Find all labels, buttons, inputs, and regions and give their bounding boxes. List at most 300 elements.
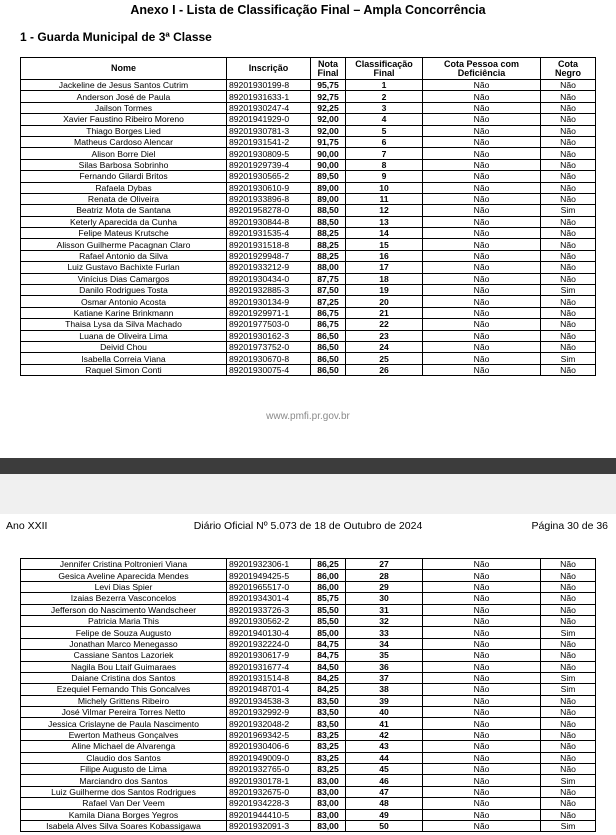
cota-deficiencia: Não (423, 661, 541, 672)
cota-negro: Não (541, 216, 596, 227)
cota-negro: Não (541, 80, 596, 91)
nota-final: 84,75 (311, 650, 346, 661)
cota-negro: Não (541, 593, 596, 604)
table-row (21, 273, 596, 284)
classificacao-final: 6 (346, 136, 423, 147)
nota-final: 85,75 (311, 593, 346, 604)
classificacao-final: 48 (346, 798, 423, 809)
nota-final: 86,75 (311, 307, 346, 318)
candidate-inscricao: 89201949009-0 (227, 752, 311, 763)
candidate-name: Claudio dos Santos (21, 752, 227, 763)
cota-deficiencia: Não (423, 627, 541, 638)
table-row (21, 729, 596, 740)
candidate-name: Izaias Bezerra Vasconcelos (21, 593, 227, 604)
candidate-name: Rafaela Dybas (21, 182, 227, 193)
cota-negro: Não (541, 319, 596, 330)
table-row (21, 627, 596, 638)
candidate-inscricao: 89201929971-1 (227, 307, 311, 318)
table-row (21, 752, 596, 763)
nota-final: 89,00 (311, 182, 346, 193)
table-row (21, 159, 596, 170)
candidate-inscricao: 89201965517-0 (227, 581, 311, 592)
cota-negro: Não (541, 604, 596, 615)
candidate-inscricao: 89201930844-8 (227, 216, 311, 227)
cota-deficiencia: Não (423, 729, 541, 740)
cota-negro: Não (541, 638, 596, 649)
classificacao-final: 24 (346, 341, 423, 352)
cota-deficiencia: Não (423, 341, 541, 352)
table-row (21, 638, 596, 649)
nota-final: 90,00 (311, 148, 346, 159)
classificacao-final: 35 (346, 650, 423, 661)
candidate-inscricao: 89201977503-0 (227, 319, 311, 330)
table-row (21, 650, 596, 661)
nota-final: 88,25 (311, 250, 346, 261)
nota-final: 83,25 (311, 752, 346, 763)
cota-negro: Não (541, 661, 596, 672)
cota-deficiencia: Não (423, 775, 541, 786)
cota-deficiencia: Não (423, 809, 541, 820)
candidate-name: Raquel Simon Conti (21, 364, 227, 375)
table-row (21, 798, 596, 809)
candidate-inscricao: 89201944410-5 (227, 809, 311, 820)
cota-deficiencia: Não (423, 239, 541, 250)
classificacao-final: 37 (346, 672, 423, 683)
nota-final: 83,00 (311, 775, 346, 786)
candidate-inscricao: 89201931633-1 (227, 91, 311, 102)
candidate-name: Daiane Cristina dos Santos (21, 672, 227, 683)
cota-negro: Não (541, 695, 596, 706)
col-header-classificacao-final: Classificação Final (346, 58, 423, 80)
candidate-inscricao: 89201930406-6 (227, 741, 311, 752)
candidate-inscricao: 89201932885-3 (227, 285, 311, 296)
cota-deficiencia: Não (423, 148, 541, 159)
cota-negro: Não (541, 136, 596, 147)
candidate-name: Rafael Antonio da Silva (21, 250, 227, 261)
candidate-inscricao: 89201932091-3 (227, 820, 311, 831)
table-row (21, 707, 596, 718)
cota-deficiencia: Não (423, 228, 541, 239)
nota-final: 84,25 (311, 684, 346, 695)
cota-negro: Não (541, 718, 596, 729)
cota-negro: Não (541, 171, 596, 182)
classificacao-final: 45 (346, 764, 423, 775)
table-row (21, 148, 596, 159)
table-row (21, 764, 596, 775)
nota-final: 88,00 (311, 262, 346, 273)
cota-negro: Sim (541, 672, 596, 683)
col-header-inscricao: Inscrição (227, 58, 311, 80)
nota-final: 92,00 (311, 114, 346, 125)
candidate-inscricao: 89201932992-9 (227, 707, 311, 718)
classificacao-final: 2 (346, 91, 423, 102)
cota-deficiencia: Não (423, 353, 541, 364)
cota-negro: Não (541, 296, 596, 307)
candidate-name: Kamila Diana Borges Yegros (21, 809, 227, 820)
candidate-name: Silas Barbosa Sobrinho (21, 159, 227, 170)
nota-final: 83,00 (311, 798, 346, 809)
table-row (21, 718, 596, 729)
classificacao-final: 16 (346, 250, 423, 261)
candidate-name: Marciandro dos Santos (21, 775, 227, 786)
classificacao-final: 11 (346, 193, 423, 204)
cota-deficiencia: Não (423, 615, 541, 626)
cota-deficiencia: Não (423, 581, 541, 592)
header-journal: Diário Oficial Nº 5.073 de 18 de Outubro de 2024 (193, 520, 423, 532)
nota-final: 83,50 (311, 707, 346, 718)
table-row (21, 114, 596, 125)
cota-deficiencia: Não (423, 182, 541, 193)
candidate-name: Alisson Guilherme Pacagnan Claro (21, 239, 227, 250)
candidate-name: José Vilmar Pereira Torres Netto (21, 707, 227, 718)
page-break-bar (0, 458, 616, 474)
header-page-number: Página 30 de 36 (531, 520, 608, 532)
cota-negro: Não (541, 228, 596, 239)
table-row (21, 193, 596, 204)
table-row (21, 91, 596, 102)
cota-negro: Não (541, 148, 596, 159)
candidate-name: Thiago Borges Lied (21, 125, 227, 136)
table-row (21, 775, 596, 786)
candidate-inscricao: 89201941929-0 (227, 114, 311, 125)
table-row (21, 136, 596, 147)
candidate-name: Felipe Mateus Krutsche (21, 228, 227, 239)
table-row (21, 581, 596, 592)
cota-negro: Não (541, 341, 596, 352)
page-title: Anexo I - Lista de Classificação Final – Ampla Concorrência (130, 3, 486, 17)
table-row (21, 786, 596, 797)
cota-negro: Não (541, 330, 596, 341)
candidate-inscricao: 89201932765-0 (227, 764, 311, 775)
cota-negro: Não (541, 741, 596, 752)
candidate-name: Michely Grittens Ribeiro (21, 695, 227, 706)
cota-negro: Não (541, 239, 596, 250)
table-row (21, 296, 596, 307)
cota-deficiencia: Não (423, 718, 541, 729)
candidate-name: Felipe de Souza Augusto (21, 627, 227, 638)
candidate-inscricao: 89201958278-0 (227, 205, 311, 216)
cota-deficiencia: Não (423, 216, 541, 227)
classificacao-final: 32 (346, 615, 423, 626)
candidate-name: Aline Michael de Alvarenga (21, 741, 227, 752)
cota-negro: Sim (541, 353, 596, 364)
candidate-inscricao: 89201931535-4 (227, 228, 311, 239)
candidate-inscricao: 89201932048-2 (227, 718, 311, 729)
nota-final: 88,25 (311, 239, 346, 250)
classificacao-final: 14 (346, 228, 423, 239)
candidate-name: Xavier Faustino Ribeiro Moreno (21, 114, 227, 125)
page-break-gap (0, 474, 616, 514)
cota-deficiencia: Não (423, 171, 541, 182)
classificacao-final: 25 (346, 353, 423, 364)
classificacao-final: 43 (346, 741, 423, 752)
nota-final: 87,25 (311, 296, 346, 307)
col-header-nome: Nome (21, 58, 227, 80)
classificacao-final: 36 (346, 661, 423, 672)
cota-negro: Não (541, 570, 596, 581)
nota-final: 83,00 (311, 820, 346, 831)
table-row (21, 239, 596, 250)
classificacao-final: 20 (346, 296, 423, 307)
candidate-name: Thaisa Lysa da Silva Machado (21, 319, 227, 330)
cota-negro: Não (541, 193, 596, 204)
candidate-name: Jennifer Cristina Poltronieri Viana (21, 559, 227, 570)
candidate-name: Vinícius Dias Camargos (21, 273, 227, 284)
cota-deficiencia: Não (423, 102, 541, 113)
cota-deficiencia: Não (423, 205, 541, 216)
cota-negro: Não (541, 364, 596, 375)
nota-final: 87,75 (311, 273, 346, 284)
cota-deficiencia: Não (423, 193, 541, 204)
table-row (21, 570, 596, 581)
cota-negro: Não (541, 764, 596, 775)
candidate-name: Filipe Augusto de Lima (21, 764, 227, 775)
cota-negro: Não (541, 125, 596, 136)
candidate-name: Patricia Maria This (21, 615, 227, 626)
candidate-inscricao: 89201931677-4 (227, 661, 311, 672)
classificacao-final: 12 (346, 205, 423, 216)
classificacao-final: 19 (346, 285, 423, 296)
cota-deficiencia: Não (423, 820, 541, 831)
candidate-inscricao: 89201932224-0 (227, 638, 311, 649)
table-row (21, 216, 596, 227)
candidate-name: Jefferson do Nascimento Wandscheer (21, 604, 227, 615)
candidate-inscricao: 89201930434-0 (227, 273, 311, 284)
candidate-inscricao: 89201932675-0 (227, 786, 311, 797)
classificacao-final: 1 (346, 80, 423, 91)
cota-deficiencia: Não (423, 786, 541, 797)
table-row (21, 228, 596, 239)
table-row (21, 171, 596, 182)
classificacao-final: 9 (346, 171, 423, 182)
classification-table-page2 (20, 558, 596, 832)
table-row (21, 341, 596, 352)
col-header-cota-negro: Cota Negro (541, 58, 596, 80)
candidate-name: Fernando Gilardi Britos (21, 171, 227, 182)
nota-final: 86,75 (311, 319, 346, 330)
candidate-inscricao: 89201929739-4 (227, 159, 311, 170)
candidate-inscricao: 89201930178-1 (227, 775, 311, 786)
cota-deficiencia: Não (423, 684, 541, 695)
candidate-name: Nagila Bou Ltaif Guimaraes (21, 661, 227, 672)
cota-negro: Sim (541, 684, 596, 695)
cota-negro: Sim (541, 775, 596, 786)
nota-final: 83,25 (311, 729, 346, 740)
table-row (21, 820, 596, 831)
candidate-name: Matheus Cardoso Alencar (21, 136, 227, 147)
col-header-nota-final: Nota Final (311, 58, 346, 80)
candidate-name: Luana de Oliveira Lima (21, 330, 227, 341)
candidate-name: Rafael Van Der Veem (21, 798, 227, 809)
candidate-inscricao: 89201969342-5 (227, 729, 311, 740)
candidate-name: Katiane Karine Brinkmann (21, 307, 227, 318)
candidate-name: Jailson Tormes (21, 102, 227, 113)
classificacao-final: 22 (346, 319, 423, 330)
classificacao-final: 15 (346, 239, 423, 250)
nota-final: 86,50 (311, 353, 346, 364)
classificacao-final: 18 (346, 273, 423, 284)
table-row (21, 262, 596, 273)
nota-final: 83,00 (311, 786, 346, 797)
candidate-inscricao: 89201930565-2 (227, 171, 311, 182)
cota-deficiencia: Não (423, 559, 541, 570)
nota-final: 86,25 (311, 559, 346, 570)
cota-deficiencia: Não (423, 114, 541, 125)
cota-negro: Não (541, 729, 596, 740)
classificacao-final: 50 (346, 820, 423, 831)
cota-deficiencia: Não (423, 364, 541, 375)
candidate-inscricao: 89201930809-5 (227, 148, 311, 159)
classificacao-final: 28 (346, 570, 423, 581)
table-row (21, 307, 596, 318)
nota-final: 88,50 (311, 216, 346, 227)
classificacao-final: 7 (346, 148, 423, 159)
candidate-name: Levi Dias Spier (21, 581, 227, 592)
nota-final: 91,75 (311, 136, 346, 147)
classificacao-final: 23 (346, 330, 423, 341)
candidate-name: Cassiane Santos Lazoriek (21, 650, 227, 661)
classificacao-final: 42 (346, 729, 423, 740)
candidate-name: Danilo Rodrigues Tosta (21, 285, 227, 296)
nota-final: 84,75 (311, 638, 346, 649)
candidate-name: Anderson José de Paula (21, 91, 227, 102)
nota-final: 88,50 (311, 205, 346, 216)
candidate-inscricao: 89201931514-8 (227, 672, 311, 683)
classificacao-final: 10 (346, 182, 423, 193)
cota-deficiencia: Não (423, 707, 541, 718)
cota-negro: Não (541, 114, 596, 125)
cota-negro: Não (541, 273, 596, 284)
classificacao-final: 33 (346, 627, 423, 638)
cota-negro: Não (541, 159, 596, 170)
classificacao-final: 41 (346, 718, 423, 729)
nota-final: 83,25 (311, 741, 346, 752)
cota-deficiencia: Não (423, 307, 541, 318)
table-row (21, 684, 596, 695)
nota-final: 86,50 (311, 330, 346, 341)
classificacao-final: 46 (346, 775, 423, 786)
cota-negro: Não (541, 102, 596, 113)
candidate-inscricao: 89201930610-9 (227, 182, 311, 193)
classificacao-final: 31 (346, 604, 423, 615)
cota-deficiencia: Não (423, 250, 541, 261)
candidate-inscricao: 89201930075-4 (227, 364, 311, 375)
nota-final: 86,00 (311, 581, 346, 592)
cota-deficiencia: Não (423, 604, 541, 615)
cota-deficiencia: Não (423, 262, 541, 273)
candidate-name: Renata de Oliveira (21, 193, 227, 204)
candidate-inscricao: 89201930781-3 (227, 125, 311, 136)
table-row (21, 205, 596, 216)
table-row (21, 125, 596, 136)
classificacao-final: 3 (346, 102, 423, 113)
table-row (21, 604, 596, 615)
classificacao-final: 47 (346, 786, 423, 797)
classificacao-final: 49 (346, 809, 423, 820)
nota-final: 86,50 (311, 341, 346, 352)
classificacao-final: 13 (346, 216, 423, 227)
cota-negro: Sim (541, 627, 596, 638)
page-break (0, 458, 616, 514)
cota-negro: Não (541, 786, 596, 797)
candidate-name: Isabella Correia Viana (21, 353, 227, 364)
cota-negro: Sim (541, 820, 596, 831)
cota-deficiencia: Não (423, 672, 541, 683)
nota-final: 92,75 (311, 91, 346, 102)
table-row (21, 593, 596, 604)
candidate-name: Jonathan Marco Menegasso (21, 638, 227, 649)
nota-final: 85,50 (311, 604, 346, 615)
cota-deficiencia: Não (423, 695, 541, 706)
footer-url: www.pmfi.pr.gov.br (266, 411, 350, 422)
nota-final: 85,50 (311, 615, 346, 626)
table-row (21, 672, 596, 683)
classificacao-final: 40 (346, 707, 423, 718)
cota-negro: Não (541, 752, 596, 763)
nota-final: 92,25 (311, 102, 346, 113)
classificacao-final: 39 (346, 695, 423, 706)
nota-final: 84,50 (311, 661, 346, 672)
candidate-inscricao: 89201929948-7 (227, 250, 311, 261)
section-title: 1 - Guarda Municipal de 3ª Classe (20, 30, 212, 44)
candidate-inscricao: 89201930617-9 (227, 650, 311, 661)
candidate-name: Ewerton Matheus Gonçalves (21, 729, 227, 740)
table-row (21, 661, 596, 672)
cota-negro: Não (541, 182, 596, 193)
classification-table-page1 (20, 57, 596, 376)
candidate-inscricao: 89201948701-4 (227, 684, 311, 695)
table-row (21, 182, 596, 193)
classificacao-final: 8 (346, 159, 423, 170)
cota-negro: Não (541, 650, 596, 661)
cota-deficiencia: Não (423, 638, 541, 649)
cota-deficiencia: Não (423, 296, 541, 307)
classificacao-final: 27 (346, 559, 423, 570)
cota-negro: Não (541, 262, 596, 273)
candidate-inscricao: 89201934301-4 (227, 593, 311, 604)
candidate-name: Gesica Aveline Aparecida Mendes (21, 570, 227, 581)
cota-negro: Não (541, 559, 596, 570)
table-row (21, 330, 596, 341)
nota-final: 90,00 (311, 159, 346, 170)
nota-final: 86,50 (311, 364, 346, 375)
nota-final: 84,25 (311, 672, 346, 683)
nota-final: 85,00 (311, 627, 346, 638)
nota-final: 83,25 (311, 764, 346, 775)
cota-deficiencia: Não (423, 330, 541, 341)
candidate-inscricao: 89201930199-8 (227, 80, 311, 91)
nota-final: 89,50 (311, 171, 346, 182)
candidate-inscricao: 89201930247-4 (227, 102, 311, 113)
cota-deficiencia: Não (423, 125, 541, 136)
cota-negro: Não (541, 707, 596, 718)
classificacao-final: 38 (346, 684, 423, 695)
candidate-name: Luiz Guilherme dos Santos Rodrigues (21, 786, 227, 797)
nota-final: 87,50 (311, 285, 346, 296)
cota-deficiencia: Não (423, 159, 541, 170)
cota-deficiencia: Não (423, 285, 541, 296)
classificacao-final: 30 (346, 593, 423, 604)
table-row (21, 250, 596, 261)
candidate-name: Jackeline de Jesus Santos Cutrim (21, 80, 227, 91)
classificacao-final: 44 (346, 752, 423, 763)
nota-final: 88,25 (311, 228, 346, 239)
cota-deficiencia: Não (423, 80, 541, 91)
cota-deficiencia: Não (423, 764, 541, 775)
nota-final: 92,00 (311, 125, 346, 136)
table-row (21, 319, 596, 330)
cota-negro: Não (541, 307, 596, 318)
